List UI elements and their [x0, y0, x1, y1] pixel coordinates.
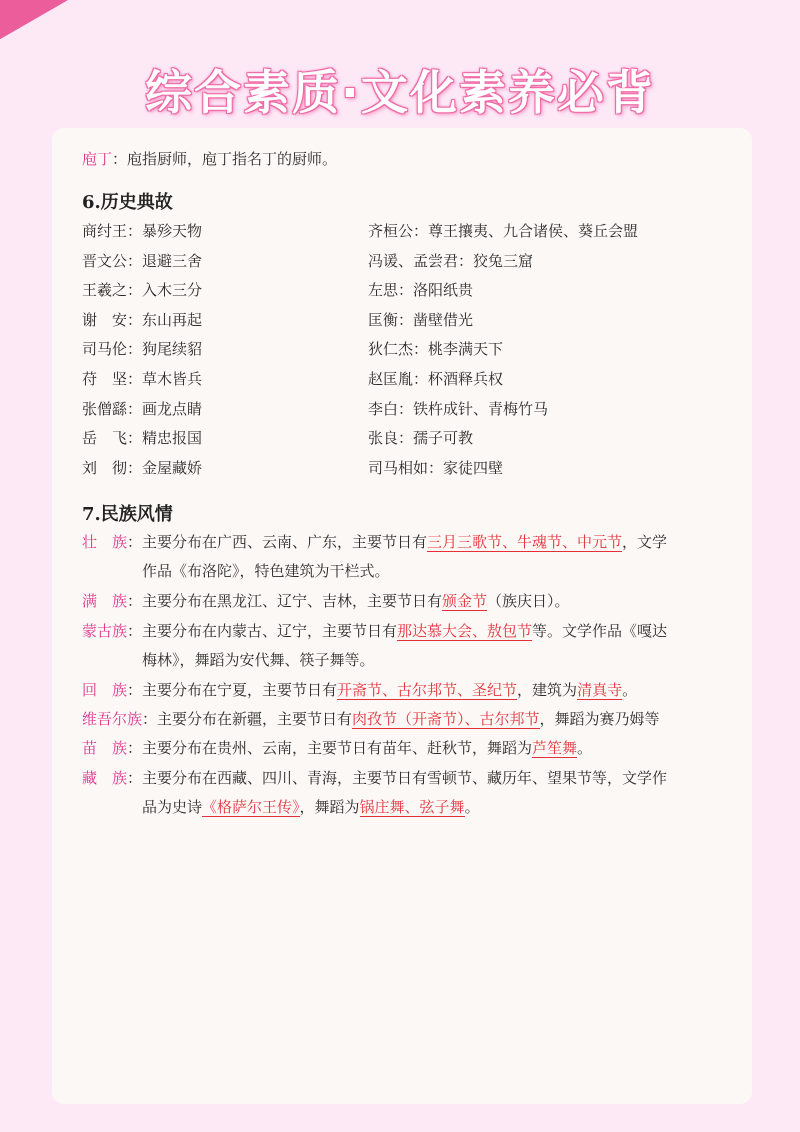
list-item: 商纣王：暴殄天物: [82, 222, 203, 240]
ethnic-text: ：主要分布在内蒙古、辽宁，主要节日有: [127, 622, 398, 640]
ethnic-label: 蒙古族: [82, 622, 128, 640]
ethnic-text: ：主要分布在贵州、云南，主要节日有苗年、赶秋节，舞蹈为: [127, 739, 533, 757]
list-item: 王羲之：入木三分: [82, 281, 203, 300]
list-item: 晋文公：退避三舍: [82, 251, 203, 270]
content-card: [52, 128, 752, 1104]
list-item: 冯谖、孟尝君：狡兔三窟: [368, 251, 534, 270]
ethnic-label: 满 族: [82, 592, 128, 610]
list-item: 张良：孺子可教: [368, 429, 474, 448]
ethnic-text: ，舞蹈为赛乃姆等: [539, 710, 660, 728]
intro-label: 庖丁: [82, 150, 113, 168]
ethnic-zang-cont: [142, 796, 480, 818]
ethnic-text: ：主要分布在新疆，主要节日有: [142, 710, 353, 728]
list-item: 司马伦：狗尾续貂: [82, 340, 203, 359]
ethnic-menggu-cont: 梅林》，舞蹈为安代舞、筷子舞等。: [142, 651, 375, 669]
highlight-text: 开斋节、古尔邦节、圣纪节: [337, 681, 518, 699]
ethnic-text: ：主要分布在西藏、四川、青海，主要节日有雪顿节、藏历年、望果节等，文学作: [127, 769, 668, 787]
list-item: 苻 坚：草木皆兵: [82, 369, 203, 388]
ethnic-text: ：主要分布在广西、云南、广东，主要节日有: [127, 533, 428, 551]
ethnic-weiwuer: [82, 708, 660, 730]
ethnic-text: ，建筑为: [517, 681, 578, 699]
ethnic-text: ，舞蹈为: [299, 798, 360, 816]
list-item: 匡衡：凿壁借光: [368, 310, 474, 329]
ethnic-label: 苗 族: [82, 739, 128, 757]
ethnic-label: 藏 族: [82, 769, 128, 787]
ethnic-text: 等。文学作品《嘎达: [532, 622, 668, 640]
ethnic-text: 。: [622, 681, 638, 699]
ethnic-text: 。: [464, 798, 480, 816]
list-item: 赵匡胤：杯酒释兵权: [368, 369, 504, 388]
ethnic-label: 壮 族: [82, 533, 128, 551]
highlight-text: 肉孜节（开斋节）、古尔邦节: [352, 710, 540, 728]
ethnic-text: 。: [577, 739, 593, 757]
list-item: 司马相如：家徒四壁: [368, 458, 504, 477]
list-item: 狄仁杰：桃李满天下: [368, 340, 504, 359]
highlight-text: 《格萨尔王传》: [202, 798, 300, 816]
page-title: 综合素质·文化素养必背: [145, 66, 655, 121]
ethnic-text: ：主要分布在黑龙江、辽宁、吉林，主要节日有: [127, 592, 443, 610]
highlight-text: 芦笙舞: [532, 739, 578, 757]
list-item: 齐桓公：尊王攘夷、九合诸侯、葵丘会盟: [368, 222, 639, 240]
highlight-text: 三月三歌节、牛魂节、中元节: [427, 533, 623, 551]
list-item: 谢 安：东山再起: [82, 310, 203, 329]
ethnic-text: ，文学: [622, 533, 668, 551]
highlight-text: 颁金节: [442, 592, 488, 610]
ethnic-menggu: [82, 620, 667, 642]
ethnic-zhuang: [82, 531, 667, 553]
ethnic-text: 品为史诗: [142, 798, 203, 816]
ethnic-label: 维吾尔族: [82, 710, 143, 728]
intro-line: [82, 148, 337, 170]
ethnic-zhuang-cont: 作品《布洛陀》，特色建筑为干栏式。: [142, 562, 390, 580]
section7-heading: 7.民族风情: [82, 504, 173, 525]
ethnic-text: ：主要分布在宁夏，主要节日有: [127, 681, 338, 699]
ethnic-man: [82, 590, 570, 612]
section6-left-column: [82, 220, 202, 486]
ethnic-hui: [82, 679, 637, 701]
section6-right-column: [368, 220, 638, 486]
list-item: 左思：洛阳纸贵: [368, 281, 474, 300]
highlight-text: 锅庄舞、弦子舞: [359, 798, 465, 816]
intro-text: ：庖指厨师，庖丁指名丁的厨师。: [112, 150, 338, 168]
highlight-text: 那达慕大会、敖包节: [397, 622, 533, 640]
ethnic-miao: [82, 737, 592, 759]
list-item: 张僧繇：画龙点睛: [82, 399, 203, 418]
highlight-text: 清真寺: [577, 681, 623, 699]
ethnic-text: （族庆日）。: [487, 592, 570, 610]
list-item: 岳 飞：精忠报国: [82, 429, 203, 448]
list-item: 李白：铁杵成针、青梅竹马: [368, 399, 549, 418]
ethnic-label: 回 族: [82, 681, 128, 699]
list-item: 刘 彻：金屋藏娇: [82, 458, 203, 477]
section6-heading: 6.历史典故: [82, 192, 173, 213]
ethnic-zang: [82, 767, 667, 789]
